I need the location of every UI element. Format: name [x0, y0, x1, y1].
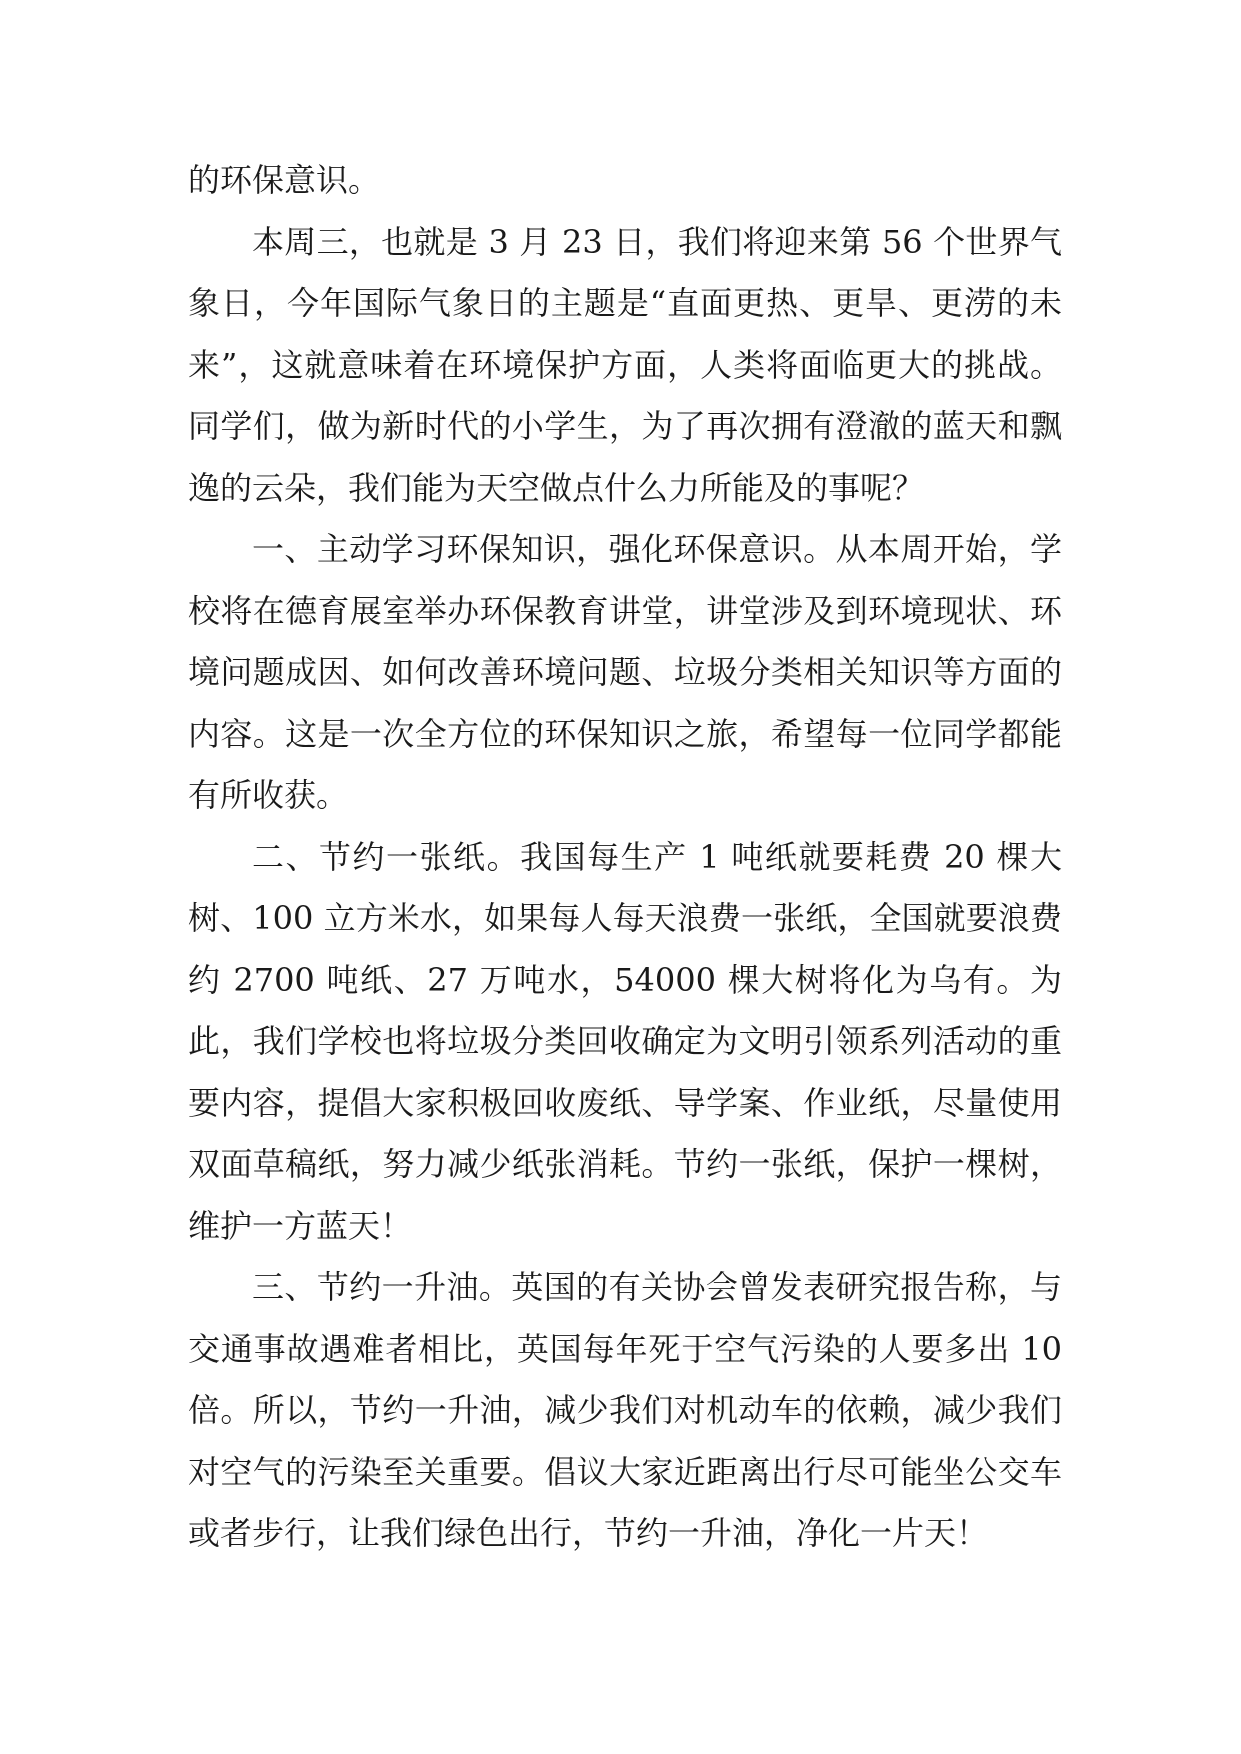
- paragraph-point-three-oil: 三、节约一升油。英国的有关协会曾发表研究报告称，与交通事故遇难者相比，英国每年死于空气污染的人要多出 10 倍。所以，节约一升油，减少我们对机动车的依赖，减少我们对空气的污染至关重要。倡议大家近距离出行尽可能坐公交车或者步行，让我们绿色出行，节约一升油，净化一片天！: [188, 1268, 1062, 1552]
- paragraph-meteorological-day: 本周三，也就是 3 月 23 日，我们将迎来第 56 个世界气象日，今年国际气象日的主题是“直面更热、更旱、更涝的未来”，这就意味着在环境保护方面，人类将面临更大的挑战。同学们，做为新时代的小学生，为了再次拥有澄澈的蓝天和飘逸的云朵，我们能为天空做点什么力所能及的事呢？: [188, 222, 1062, 507]
- paragraph-point-one-learning: 一、主动学习环保知识，强化环保意识。从本周开始，学校将在德育展室举办环保教育讲堂，讲堂涉及到环境现状、环境问题成因、如何改善环境问题、垃圾分类相关知识等方面的内容。这是一次全方位的环保知识之旅，希望每一位同学都能有所收获。: [188, 530, 1062, 814]
- paragraph-point-two-paper: 二、节约一张纸。我国每生产 1 吨纸就要耗费 20 棵大树、100 立方米水，如果每人每天浪费一张纸，全国就要浪费约 2700 吨纸、27 万吨水，54000 棵大树将化为乌有。为此，我们学校也将垃圾分类回收确定为文明引领系列活动的重要内容，提倡大家积极回收废纸、导学案、作业纸，尽量使用双面草稿纸，努力减少纸张消耗。节约一张纸，保护一棵树，维护一方蓝天！: [188, 837, 1062, 1245]
- document-body: [188, 150, 1062, 1565]
- paragraph-continuation: 的环保意识。: [188, 161, 381, 199]
